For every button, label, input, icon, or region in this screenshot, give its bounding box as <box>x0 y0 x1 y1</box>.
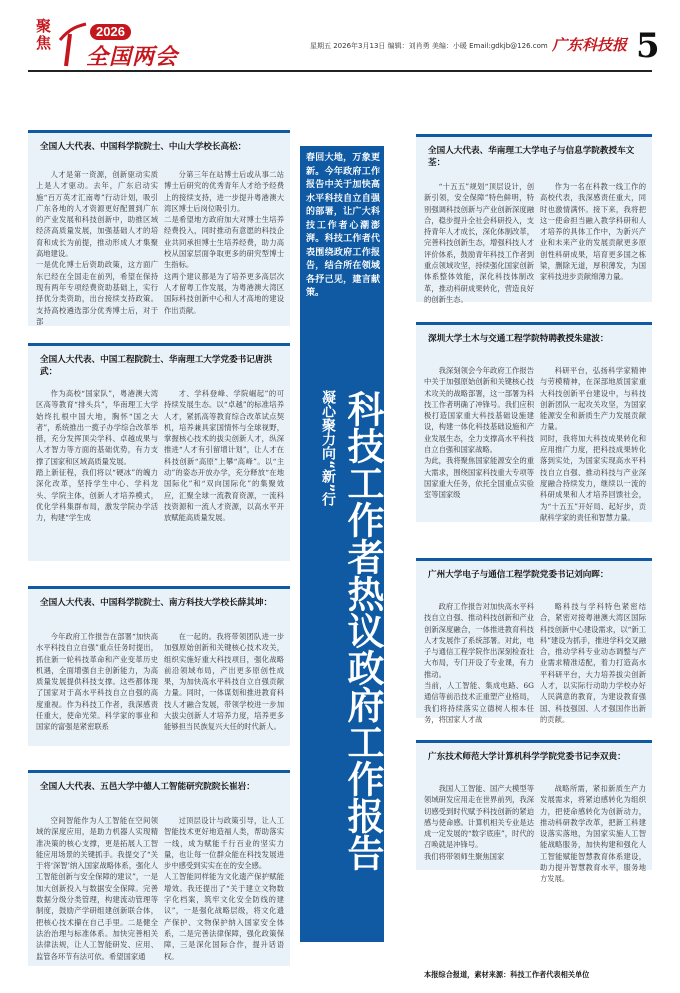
article-box <box>28 343 290 561</box>
article-body-col2: 科研平台，弘扬科学家精神与劳模精神，在深部地质国家重大科技创新平台建设中，与科技创新团队一起攻关攻坚，为国家能源安全和新质生产力发展贡献力量。 同时，我将加大科技成果转化和应用推广力度，把科技成果转化落到实处，为国家实现高水平科技自立自强、推动科技与产业深度融合持续发力，继续以一流的科研成果和人才培养回馈社会，为“十五五”开好局、起好步，贡献科学家的责任和智慧力量。 <box>540 366 646 522</box>
column-label: 聚焦 <box>36 17 52 52</box>
article-body-col2: 略科技与学科特色紧密结合，紧密对接粤港澳大湾区国际科技创新中心建设需求，以“新工科”建设为抓手，推进学科交叉融合，推动学科专业动态调整与产业需求精准适配，着力打造高水平科研平台，大力培养拔尖创新人才，以实际行动助力学校办好人民满意的教育，为建设教育强国、科技强国、人才强国作出新的贡献。 <box>540 602 646 724</box>
article-box <box>28 130 290 326</box>
headline: 科技工作者热议政府工作报告 <box>341 390 384 871</box>
article-body-col1: 今年政府工作报告在部署“加快高水平科技自立自强”重点任务时提出，抓住新一轮科技革命和产业变革历史机遇，全面增强自主创新能力，为高质量发展提供科技支撑。这些都体现了国家对于高水平科技自立自强的高度重视。作为科技工作者，我深感责任重大，使命光荣。科学家的事业和国家的富强是紧密联系 <box>36 632 158 732</box>
article-body-col2: 战略所需，紧扣新质生产力发展需求，将紧迫感转化为组织力，把使命感转化为创新动力，推动科研教学改革，把新工科建设落实落地，为国家实施人工智能战略服务，加快构建和强化人工智能赋能智慧教育体系建设，助力提升智慧教育水平，服务地方发展。 <box>540 784 646 884</box>
article-box <box>416 740 652 884</box>
swoosh-icon <box>56 20 88 70</box>
article-title: 全国人大代表、中国工程院院士、华南理工大学党委书记唐洪武： <box>40 355 273 377</box>
header-rule <box>28 70 652 72</box>
article-title: 全国人大代表、华南理工大学电子与信息学院教授车文荃： <box>428 146 635 168</box>
article-box <box>28 770 290 966</box>
date-line: 星期五 2026年3月13日 编辑：刘肖勇 美编：小暖 Email:gdkjb@126.com <box>310 42 548 50</box>
article-body-col1: “十五五”规划“顶层设计，创新引领，安全保障”特色鲜明，特别强调科技创新与产业创新深度融合，稳步提升全社会科研投入，支持青年人才成长，深化体制改革，完善科技创新生态，增强科技人才评价体系，鼓励青年科技工作者到重点领域攻坚，持续强化国家创新体系整体效能，深化科技体制改革，推动科研成果转化，营造良好的创新生态。 <box>424 182 534 304</box>
article-title: 深圳大学土木与交通工程学院特聘教授朱建波： <box>428 334 609 344</box>
article-title: 广东技术师范大学计算机科学学院党委书记李双贵： <box>428 752 626 762</box>
article-title: 全国人大代表、中国科学院院士、南方科技大学校长薛其坤： <box>40 598 273 608</box>
article-body-col2: 在一起的。我将带领团队进一步加强原始创新和关键核心技术攻关，组织实施好重大科技项目，强化战略前沿领域布局，产出更多原创性成果，为加快高水平科技自立自强贡献力量。同时，一体谋划和推进教育科技人才融合发展，带领学校进一步加大拔尖创新人才培养力度，培养更多能够担当民族复兴大任的时代新人。 <box>164 632 284 732</box>
article-body-col2: 才、学科登峰、学院崛起”的可持续发展生态。以“卓越”的标准培养人才，紧抓高等教育综合改革试点契机，培养兼具家国情怀与全球视野，掌握核心技术的拔尖创新人才，纵深推进“人才有引留增计划”，让人才在科技创新“高原”上攀“高峰”。以“主动”的姿态开放办学，充分释放“在地国际化”和“双向国际化”的集聚效应，汇聚全球一流教育资源，一流科技资源和一流人才资源，以高水平开放赋能高质量发展。 <box>164 389 284 523</box>
column-logo <box>36 18 206 76</box>
article-body-col1: 作为高校“国家队”，粤港澳大湾区高等教育“排头兵”，华南理工大学始终扎根中国大地，胸怀“国之大者”，系统推出一揽子办学综合改革举措，充分发挥顶尖学科、卓越成果与人才智力等方面的基础优势，有力支撑了国家和区域高质量发展。 踏上新征程，我们将以“硬冰”的魄力深化改革，坚持学生中心、学科龙头、学院主体，创新人才培养模式，优化学科集群布局，激发学院办学活力，构建“学生成 <box>36 389 158 523</box>
article-title: 全国人大代表、中国科学院院士、中山大学校长高松： <box>40 142 247 152</box>
article-title: 广州大学电子与通信工程学院党委书记刘向晖： <box>428 570 609 580</box>
masthead <box>0 0 680 80</box>
article-body-col2: 作为一名在科教一线工作的高校代表，我深感责任重大，同时也激情满怀。接下来，我将把这一使命担当融入教学科研和人才培养的具体工作中，为新兴产业和未来产业的发展贡献更多原创性科研成果，培育更多国之栋梁，删除无道，厚积薄发，为国家科技进步贡献绵薄力量。 <box>540 182 646 282</box>
page-number: 5 <box>636 26 660 66</box>
subtitle: 凝心聚力向“新”行 <box>320 390 336 507</box>
article-box <box>28 586 290 746</box>
event-title: 全国两会 <box>86 45 179 70</box>
article-body-col1: 我国人工智能、国产大模型等领域研发应用走在世界前列，我深切感受到时代赋予科技创新的紧迫感与使命感。计算机相关专业是达成一定发展的“数字底座”，时代的召唤就是冲锋号。 我们将带领师生聚焦国家 <box>424 784 534 861</box>
year-badge: 2026 <box>90 24 131 40</box>
article-title: 全国人大代表、五邑大学中德人工智能研究院院长崔岩： <box>40 782 255 792</box>
article-body-col1: 人才是第一资源，创新驱动实质上是人才驱动。去年，广东启动实施“百万英才汇南粤”行动计划，吸引广东各地的人才资源更好配置到广东的产业发展和科技创新中，助推区域经济高质量发展，加强基础人才的培育和成长为前提，推动形成人才集聚高地建设。 一是优化博士后资助政策，这方面广东已经在全国走在前列，希望在保持现有两年专项经费资助基础上，实行择优分类资助，出台接续支持政策。支持高校遴选部分优秀博士后，对于部 <box>36 170 158 326</box>
article-body-col2: 分第三年在站博士后或从事二站博士后研究的优秀青年人才给予经费上的接续支持，进一步提升粤港澳大湾区博士后岗位吸引力。 二是希望地方政府加大对博士生培养经费投入，同时推动有意愿的科技企业共同承担博士生培养经费，助力高校从国家层面争取更多的研究型博士生指标。 这两个建议都是为了培养更多高层次人才留粤工作发展，为粤港澳大湾区国际科技创新中心和人才高地的建设作出贡献。 <box>164 170 284 315</box>
article-body-col1: 我深刻领会今年政府工作报告中关于加强原始创新和关键核心技术攻关的战略部署，这一部署为科技工作者明确了冲锋号。我们应积极打造国家重大科技基础设施建设，构建一体化科技基础设施和产业发展生态，全力支撑高水平科技自立自强和国家战略。 为此，我将聚焦国家能源安全的重大需求，围绕国家科技重大专项等国家重大任务，依托全国重点实验室等国家级 <box>424 366 534 500</box>
article-box <box>416 558 652 724</box>
article-body-col1: 空间智能作为人工智能在空间领域的深度应用，是助力机器人实现精准决策的核心支撑，更是拓展人工智能应用场景的关键抓手。我提交了“关于将‘深智’纳入国家战略体系，强化人工智能创新与安全保障的建议”，一是加大创新投入与数据安全保障。完善数据分级分类管理，构建流动管理等制度，鼓励产学研组建创新联合体，把核心技术攥在自己手里。二是健全法治治理与标准体系。加快完善相关法律法规，让人工智能研发、应用、监管各环节有法可依。希望国家通 <box>36 816 158 961</box>
article-body-col2: 过顶层设计与政策引导，让人工智能技术更好地造福人类，帮助落实一线，成为赋能千行百业的坚实力量，也让每一位群众能在科技发展进步中感受到实实在在的安全感。 人工智能同样能为文化遗产保护赋能增效。我还提出了“关于建立文物数字化档案，筑牢文化安全防线的建议”，一是强化战略层级，将文化遗产保护、文物保护纳入国家安全体系，二是完善法律保障，强化政策保障，三是深化国际合作，提升话语权。 <box>164 816 284 961</box>
article-box <box>416 134 652 302</box>
footer-note: 本报综合报道，素材来源：科技工作者代表相关单位 <box>424 970 590 979</box>
article-box <box>416 322 652 522</box>
lead-paragraph: 春回大地，万象更新。今年政府工作报告中关于加快高水平科技自立自强的部署，让广大科技工作者心潮澎湃。科技工作者代表围绕政府工作报告，结合所在领域各抒己见，建言献策。 <box>306 153 380 298</box>
article-body-col1: 政府工作报告对加快高水平科技自立自强、推动科技创新和产业创新深度融合，一体推进教育科技人才发展作了系统部署。对此，电子与通信工程学院作出深刻检查壮大布局，专门开设了专业课，有力推动。 当前，人工智能、集成电路、6G通信等前沿技术正重塑产业格局，我们将持续落实立德树人根本任务，将国家人才战 <box>424 602 534 724</box>
paper-name: 广东科技报 <box>552 36 628 54</box>
